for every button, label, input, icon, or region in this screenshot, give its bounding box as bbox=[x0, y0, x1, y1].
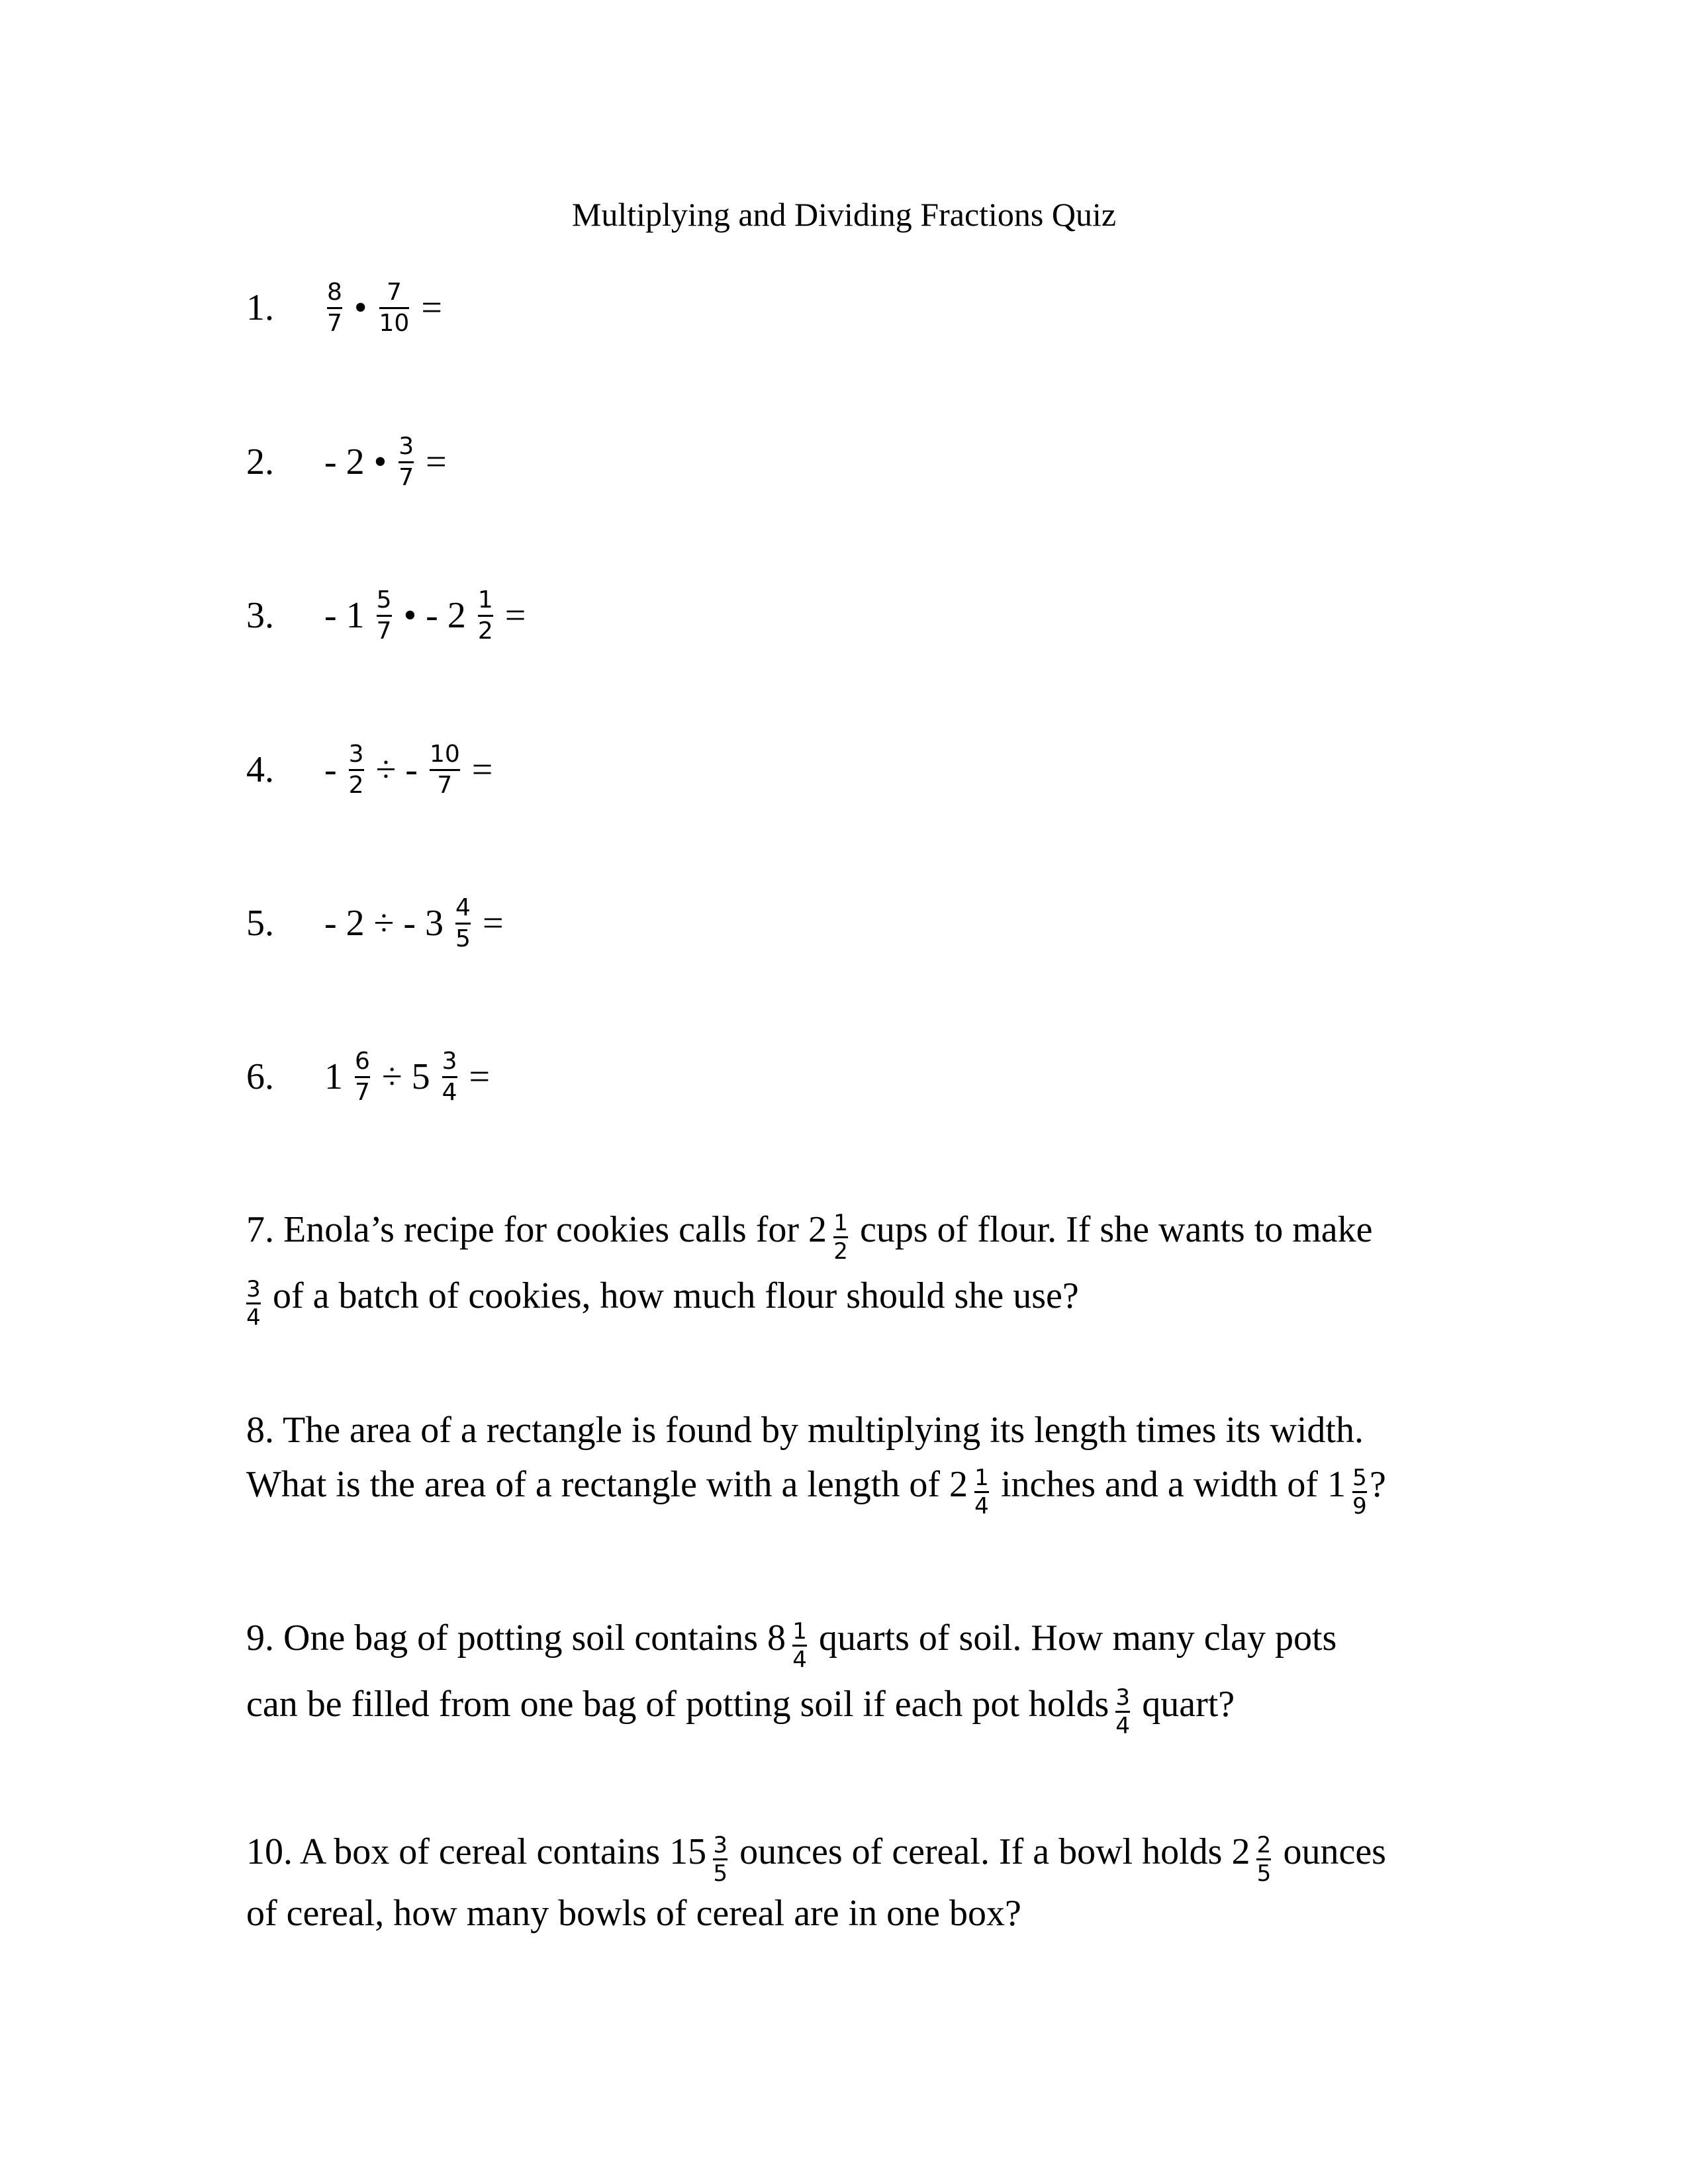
operator: - 2 • bbox=[324, 441, 397, 482]
problem-text: What is the area of a rectangle with a length of 2 bbox=[246, 1464, 968, 1505]
numerator: 3 bbox=[348, 740, 364, 768]
fraction bbox=[396, 432, 416, 492]
problem-expression bbox=[324, 884, 504, 963]
denominator: 10 bbox=[379, 309, 410, 337]
fraction bbox=[377, 278, 412, 338]
denominator: 4 bbox=[974, 1492, 989, 1520]
denominator: 7 bbox=[437, 771, 453, 799]
problem-text: quart? bbox=[1142, 1684, 1235, 1725]
fraction bbox=[1350, 1465, 1370, 1520]
fraction bbox=[831, 1210, 851, 1265]
problem-text: of cereal, how many bowls of cereal are in one box? bbox=[246, 1892, 1021, 1934]
page-title: Multiplying and Dividing Fractions Quiz bbox=[571, 196, 1117, 233]
problem-text: ounces of cereal. If a bowl holds 2 bbox=[739, 1831, 1250, 1872]
numerator: 6 bbox=[355, 1047, 370, 1075]
problem-number: 3. bbox=[246, 595, 274, 636]
fraction bbox=[475, 586, 496, 646]
denominator: 5 bbox=[455, 925, 471, 952]
numerator: 1 bbox=[974, 1464, 989, 1491]
numerator: 1 bbox=[833, 1209, 848, 1236]
problem-expression bbox=[324, 268, 442, 347]
fraction bbox=[453, 893, 473, 954]
numerator: 5 bbox=[376, 586, 392, 614]
fraction bbox=[352, 1047, 373, 1107]
fraction bbox=[710, 1832, 730, 1887]
numerator: 1 bbox=[477, 586, 493, 614]
operator: • bbox=[344, 287, 377, 328]
problem-expression bbox=[324, 1037, 490, 1116]
numerator: 3 bbox=[713, 1831, 727, 1858]
operator: - 1 bbox=[324, 595, 374, 636]
equals-sign: = bbox=[495, 595, 526, 636]
fraction bbox=[246, 1276, 263, 1331]
numerator: 3 bbox=[399, 432, 414, 460]
problem-7 bbox=[246, 1197, 1451, 1329]
problem-expression bbox=[324, 422, 447, 502]
equals-sign: = bbox=[412, 287, 442, 328]
problem-text: 7. Enola’s recipe for cookies calls for 2 bbox=[246, 1209, 827, 1250]
numerator: 5 bbox=[1352, 1464, 1367, 1491]
operator: ÷ 5 bbox=[372, 1056, 440, 1097]
problem-text: inches and a width of 1 bbox=[1000, 1464, 1346, 1505]
denominator: 4 bbox=[792, 1646, 807, 1673]
problem-number: 2. bbox=[246, 441, 274, 482]
equals-sign: = bbox=[462, 749, 493, 790]
fraction bbox=[427, 740, 463, 800]
problem-8 bbox=[246, 1403, 1451, 1520]
denominator: 5 bbox=[1256, 1860, 1272, 1887]
fraction bbox=[374, 586, 395, 646]
denominator: 7 bbox=[376, 617, 392, 645]
fraction bbox=[346, 740, 367, 800]
numerator: 10 bbox=[429, 740, 460, 768]
problem-text: can be filled from one bag of potting soil if each pot holds bbox=[246, 1684, 1109, 1725]
denominator: 7 bbox=[355, 1078, 370, 1106]
fraction bbox=[440, 1047, 460, 1107]
denominator: 9 bbox=[1352, 1492, 1367, 1520]
fraction bbox=[972, 1465, 992, 1520]
denominator: 2 bbox=[833, 1238, 848, 1265]
operator: • - 2 bbox=[394, 595, 475, 636]
operator: 1 bbox=[324, 1056, 352, 1097]
problem-9 bbox=[246, 1605, 1451, 1737]
problem-text: 10. A box of cereal contains 15 bbox=[246, 1831, 707, 1872]
denominator: 7 bbox=[327, 309, 342, 337]
numerator: 8 bbox=[327, 278, 342, 306]
fraction bbox=[324, 278, 345, 338]
problem-number: 1. bbox=[246, 287, 274, 328]
denominator: 4 bbox=[246, 1304, 261, 1331]
problem-text: ? bbox=[1369, 1464, 1386, 1505]
fraction bbox=[1254, 1832, 1274, 1887]
problem-number: 4. bbox=[246, 749, 274, 790]
operator: - 2 ÷ - 3 bbox=[324, 903, 453, 944]
problem-text: of a batch of cookies, how much flour should she use? bbox=[273, 1275, 1079, 1316]
numerator: 4 bbox=[455, 893, 471, 921]
operator: - bbox=[324, 749, 346, 790]
denominator: 7 bbox=[399, 463, 414, 491]
denominator: 2 bbox=[348, 771, 364, 799]
problem-expression bbox=[324, 576, 526, 655]
equals-sign: = bbox=[459, 1056, 491, 1097]
numerator: 2 bbox=[1256, 1831, 1272, 1858]
problem-10 bbox=[246, 1821, 1451, 1944]
denominator: 4 bbox=[1115, 1712, 1131, 1739]
numerator: 3 bbox=[246, 1275, 261, 1302]
denominator: 5 bbox=[713, 1860, 727, 1887]
denominator: 2 bbox=[477, 617, 493, 645]
problem-text: 8. The area of a rectangle is found by multiplying its length times its width. bbox=[246, 1410, 1364, 1451]
problem-text: cups of flour. If she wants to make bbox=[860, 1209, 1373, 1250]
problem-text: 9. One bag of potting soil contains 8 bbox=[246, 1617, 786, 1659]
problem-text: quarts of soil. How many clay pots bbox=[819, 1617, 1337, 1659]
equals-sign: = bbox=[473, 903, 504, 944]
fraction bbox=[1113, 1684, 1133, 1739]
fraction bbox=[790, 1618, 810, 1673]
problem-text: ounces bbox=[1283, 1831, 1386, 1872]
operator: ÷ - bbox=[366, 749, 427, 790]
problem-number: 6. bbox=[246, 1056, 274, 1097]
denominator: 4 bbox=[442, 1078, 457, 1106]
numerator: 1 bbox=[792, 1617, 807, 1645]
numerator: 3 bbox=[1115, 1684, 1131, 1711]
problem-expression bbox=[324, 730, 492, 809]
numerator: 7 bbox=[386, 278, 402, 306]
equals-sign: = bbox=[416, 441, 447, 482]
problem-number: 5. bbox=[246, 903, 274, 944]
numerator: 3 bbox=[442, 1047, 457, 1075]
